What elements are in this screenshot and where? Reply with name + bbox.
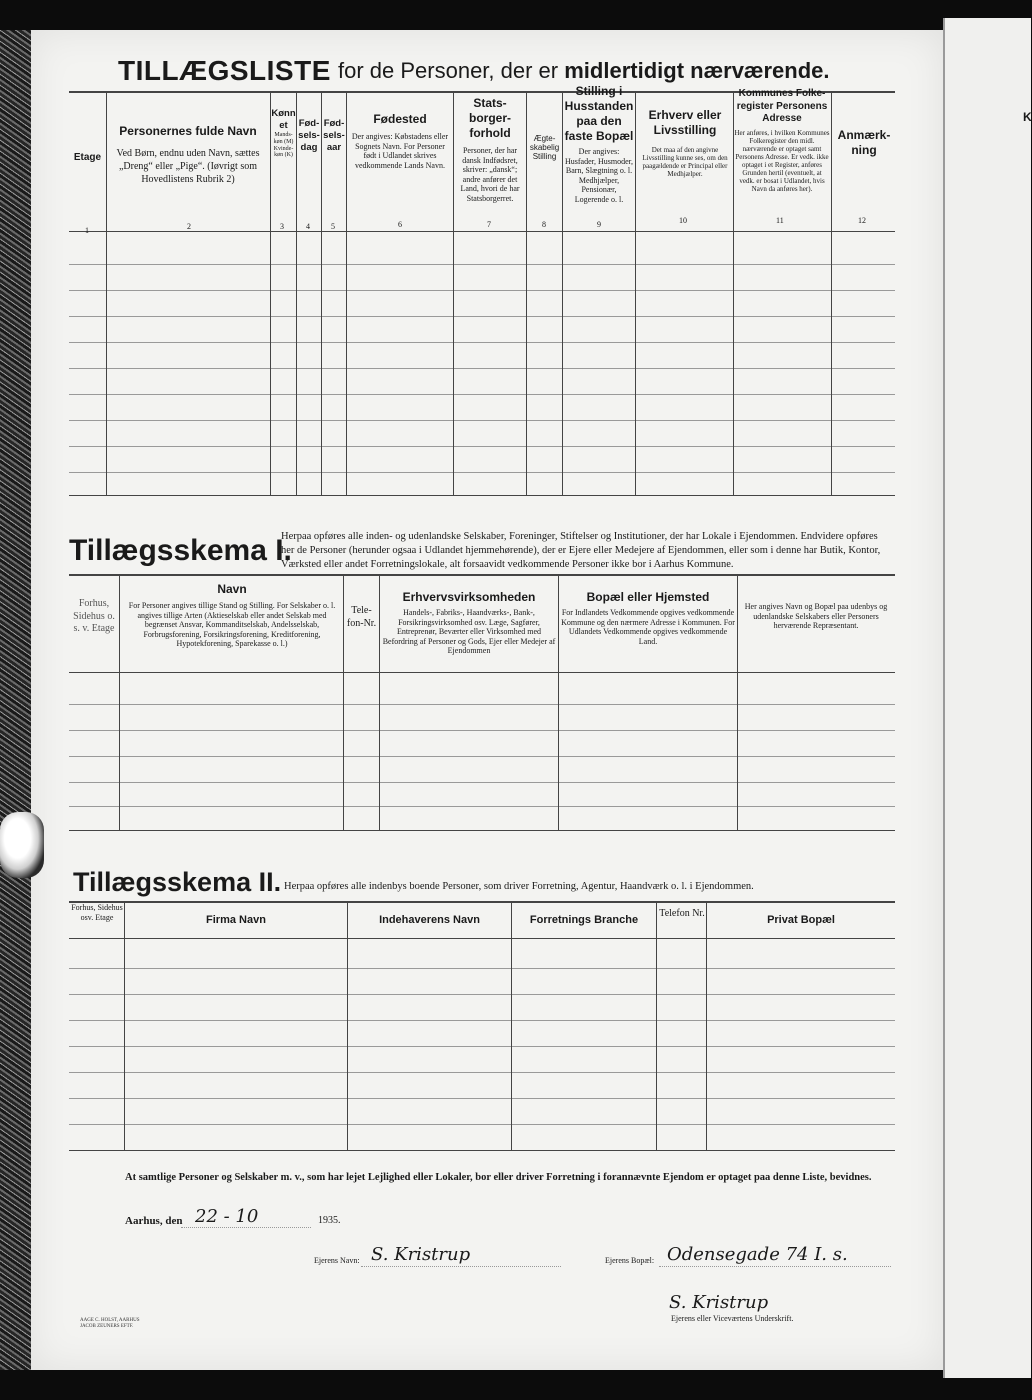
s2-col-firm: Firma Navn [206,914,266,926]
col-registry [734,88,830,193]
s1-col-home [560,590,736,646]
col-birthplace-head: Fødested [373,112,427,126]
s1-col-home-desc: For Indlandets Vedkommende opgives vedkommende Kommune og den nærmere Adresse i Kommunen. For Udlandets Vedkommende opgives vedkommende Land. [561,608,735,646]
col-household [564,84,634,205]
schema2-title: Tillægsskema II. [73,867,282,897]
schema2-desc: Herpaa opføres alle indenbys boende Personer, som driver Forretning, Agentur, Haandværk o. l. i Ejendommen. [284,881,754,892]
s1-col-home-head: Bopæl eller Hjemsted [586,590,710,604]
col-num-2: 2 [187,222,191,231]
col-num-1: 1 [85,226,89,235]
schema1-title: Tillægsskema I. [69,534,292,567]
col-num-6: 6 [398,220,402,229]
col-citizenship-head: Stats-borger-forhold [469,96,511,140]
col-occupation-desc: Det maa af den angivne Livsstilling kunne ses, om den paagældende er Principal eller Medhjælper. [642,146,728,179]
list-title-rest [338,58,830,84]
col-household-desc: Der angives: Husfader, Husmoder, Barn, Slægtning o. l. Medhjælper, Pensionær, Logerende o. l. [564,147,633,204]
col-name [108,124,268,186]
col-num-9: 9 [597,220,601,229]
col-birthplace-desc: Der angives: Købstadens eller Sognets Navn. For Personer født i Udlandet skrives vedkommende Lands Navn. [351,132,449,170]
col-num-4: 4 [306,222,310,231]
col-etage-head: Etage [73,152,102,163]
col-birthplace [349,112,451,170]
schema1-desc: Herpaa opføres alle inden- og udenlandske Selskaber, Foreninger, Stiftelser og Institutioner, der har Lokale i Ejendommen. Endvidere opføres her de Personer (herunder ogsaa i Udlandet hjemmehørende), der er Ejere eller Medejere af Ejendommen, eller som i denne har Butik, Kontor, Værksted eller andet Forretningslokale, alt forsaavidt vedkommende Personer ikke bor i Aarhus Kommune. [281,531,881,571]
list-title-pre: for de Personer, der er [338,58,559,83]
col-birthday-head: Fød-sels-dag [298,118,320,153]
col-num-12: 12 [858,216,866,225]
s1-col-representative: Her angives Navn og Bopæl paa udenbys og udenlandske Selskabers eller Personers herværende Repræsentant. [744,602,888,631]
s2-col-floor: Forhus, Sidehus osv. Etage [71,903,123,922]
printer-imprint: AAGE C. HOLST, AARHUS JACOB ZEUNERS EFTF. [80,1318,140,1329]
owner-home-label: Ejerens Bopæl: [605,1256,655,1265]
col-birthyear-head: Fød-sels-aar [323,118,345,153]
col-remarks-head: Anmærk-ning [837,128,891,157]
col-num-8: 8 [542,220,546,229]
s1-col-business-desc: Handels-, Fabriks-, Haandværks-, Bank-, Forsikringsvirksomhed osv. Læge, Sagfører, Entreprenør, Beværter eller Virksomhed med Befordring af Personer og Gods, Ejer eller Medejer af Ejendommen [382,608,556,656]
col-num-7: 7 [487,220,491,229]
certification-statement: At samtlige Personer og Selskaber m. v., som har lejet Lejlighed eller Lokaler, bor eller driver Forretning i forannævnte Ejendom er optaget paa denne Liste, bevidnes. [125,1172,872,1183]
col-num-11: 11 [776,216,784,225]
col-num-5: 5 [331,222,335,231]
col-name-head: Personernes fulde Navn [119,124,257,138]
col-occupation [638,108,732,178]
adjacent-page [943,18,1031,1378]
s1-col-name [123,582,341,649]
signature-label: Ejerens eller Viceværtens Underskrift. [671,1314,794,1323]
col-citizenship-desc: Personer, der har dansk Indfødsret, skriver: „dansk“; andre anfører det Land, hvori de har Statsborgerret. [460,146,520,203]
col-marital-head: Ægte-skabelig Stilling [529,134,560,161]
year-label: 1935. [318,1215,341,1226]
list-title-emph: midlertidigt nærværende. [564,58,830,83]
s2-col-owner: Indehaverens Navn [379,914,480,926]
s2-col-phone: Telefon Nr. [659,908,705,919]
owner-name-label: Ejerens Navn: [314,1256,360,1265]
s1-col-name-desc: For Personer angives tillige Stand og Stilling. For Selskaber o. l. angives tillige Arten (Aktieselskab eller andet Selskab med begrænset Ansvar, Kommanditselskab, Andelsselskab, Forbrugsforening, Forsikringsforening, Kreditforening, Hypotekforening, Sparekasse o. l.) [128,601,336,649]
signature-hand: S. Kristrup [669,1292,769,1313]
col-gender-desc: Mands-køn (M) Kvinde-køn (K) [273,131,294,159]
s1-col-business [381,590,557,656]
col-registry-head: Kommunes Folke-register Personens Adresse [736,88,828,124]
s2-col-branch: Forretnings Branche [529,914,639,926]
census-form-page [31,30,943,1370]
binder-clip [0,812,44,878]
adjacent-page-letter: K [1023,110,1032,124]
s1-col-phone: Tele-fon-Nr. [346,605,377,629]
s1-col-name-head: Navn [217,582,247,596]
s1-col-floor: Forhus, Sidehus o. s. v. Etage [73,598,115,634]
book-spine [0,30,34,1370]
col-num-10: 10 [679,216,687,225]
col-citizenship [455,96,525,204]
owner-name-hand: S. Kristrup [371,1244,471,1265]
s2-col-home: Privat Bopæl [767,914,835,926]
col-num-3: 3 [280,222,284,231]
s1-col-business-head: Erhvervsvirksomheden [402,590,536,604]
col-household-head: Stilling i Husstanden paa den faste Bopæl [564,84,634,143]
handwritten-date: 22 - 10 [195,1206,259,1227]
place-label: Aarhus, den [125,1215,183,1227]
col-name-desc: Ved Børn, endnu uden Navn, sættes „Dreng“ eller „Pige“. (Iøvrigt som Hovedlistens Rubrik 2) [116,148,260,185]
col-occupation-head: Erhverv eller Livsstilling [648,108,722,137]
list-title-bold: TILLÆGSLISTE [118,55,331,86]
col-gender-head: Kønnet [271,108,296,131]
col-registry-desc: Her anføres, i hvilken Kommunes Folkeregister den midl. nærværende er optaget samt Personens Adresse. Er vedk. ikke optaget i et Register, anføres Grunden hertil (eventuelt, at vedk. er bosat i Udlandet, hvis Navn da anføres her). [734,128,830,193]
owner-home-hand: Odensegade 74 I. s. [667,1244,848,1265]
col-gender [271,108,296,159]
